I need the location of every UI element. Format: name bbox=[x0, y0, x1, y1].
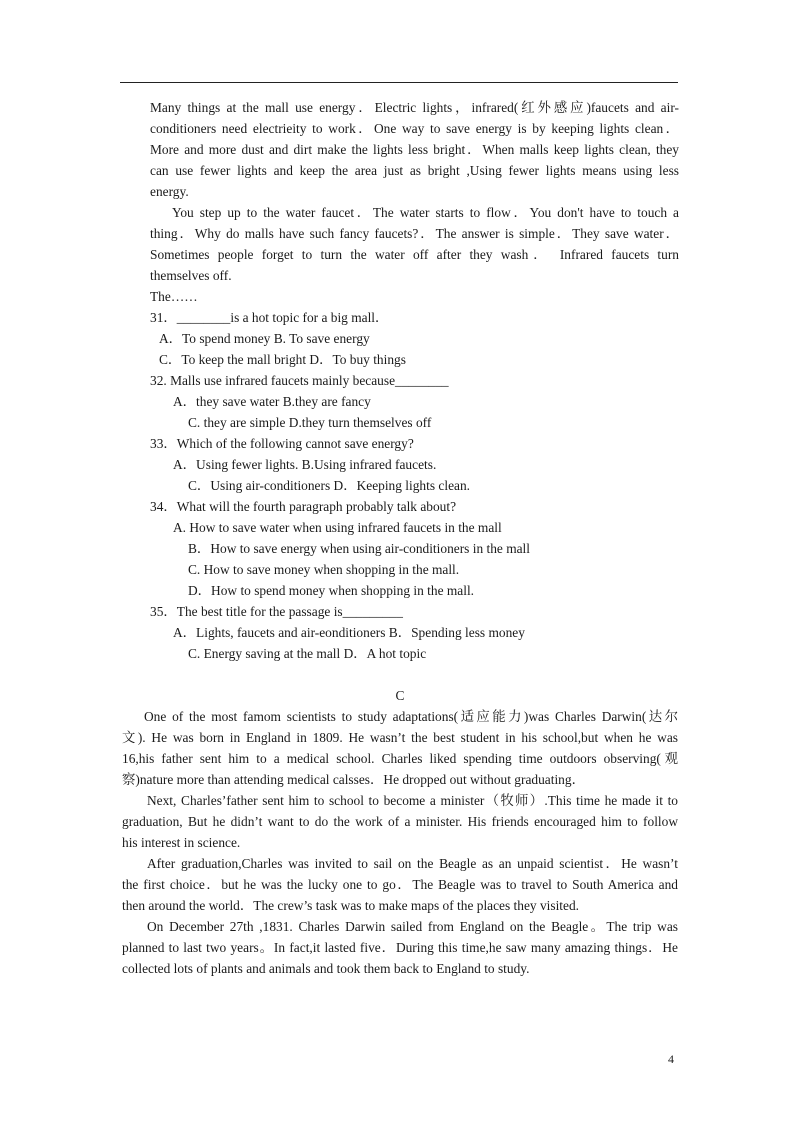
passage-b-line: thing．Why do malls have such fancy faucets?．The answer is simple．They save water． bbox=[150, 226, 679, 241]
passage-c-line: 16,his father sent him to a medical school. Charles liked spending time outdoors observing(观 bbox=[122, 751, 678, 766]
question-option: B．How to save energy when using air-conditioners in the mall bbox=[188, 541, 530, 556]
header-rule bbox=[120, 82, 678, 83]
question-stem: 33．Which of the following cannot save energy? bbox=[150, 436, 414, 451]
question-option: A．To spend money B. To save energy bbox=[159, 331, 370, 346]
section-heading: C bbox=[395, 688, 405, 703]
page-number: 4 bbox=[668, 1052, 674, 1066]
passage-c-line: then around the world．The crew’s task was to make maps of the places they visited. bbox=[122, 898, 580, 913]
passage-b-line: Many things at the mall use energy．Electric lights，infrared(红外感应)faucets and air- bbox=[150, 100, 679, 115]
question-option: C．Using air-conditioners D．Keeping lights clean. bbox=[188, 478, 470, 493]
passage-c-line: One of the most famom scientists to study adaptations(适应能力)was Charles Darwin(达尔 bbox=[144, 709, 678, 724]
passage-b-line: More and more dust and dirt make the lights less bright．When malls keep lights clean, they bbox=[150, 142, 679, 157]
question-option: D．How to spend money when shopping in the mall. bbox=[188, 583, 475, 598]
passage-c-line: his interest in science. bbox=[122, 835, 241, 850]
passage-c-line: planned to last two years。In fact,it lasted five．During this time,he saw many amazing things．He bbox=[122, 940, 678, 955]
question-stem: 31．________is a hot topic for a big mall． bbox=[150, 310, 389, 325]
question-option: A．Using fewer lights. B.Using infrared faucets. bbox=[173, 457, 437, 472]
passage-c-line: On December 27th ,1831. Charles Darwin sailed from England on the Beagle。The trip was bbox=[147, 919, 678, 934]
question-stem: 35．The best title for the passage is_________ bbox=[150, 604, 403, 619]
passage-c-line: graduation, But he didn’t want to do the work of a minister. His friends encouraged him to follow bbox=[122, 814, 678, 829]
passage-b-line: energy. bbox=[150, 184, 189, 199]
question-option: A．Lights, faucets and air-eonditioners B．Spending less money bbox=[173, 625, 525, 640]
passage-c-line: Next, Charles’father sent him to school to become a minister（牧师）.This time he made it to bbox=[147, 793, 678, 808]
question-option: A．they save water B.they are fancy bbox=[173, 394, 371, 409]
passage-c-line: 文). He was born in England in 1809. He wasn’t the best student in his school,but when he was bbox=[122, 730, 678, 745]
question-option: C. they are simple D.they turn themselves off bbox=[188, 415, 432, 430]
question-stem: 32. Malls use infrared faucets mainly because________ bbox=[150, 373, 449, 388]
question-option: A. How to save water when using infrared faucets in the mall bbox=[173, 520, 502, 535]
question-option: C. Energy saving at the mall D．A hot topic bbox=[188, 646, 427, 661]
question-stem: 34．What will the fourth paragraph probably talk about? bbox=[150, 499, 457, 514]
question-option: C. How to save money when shopping in the mall. bbox=[188, 562, 460, 577]
passage-b-line: themselves off. bbox=[150, 268, 232, 283]
passage-c-line: collected lots of plants and animals and took them back to England to study. bbox=[122, 961, 530, 976]
passage-b-line: can use fewer lights and keep the area just as bright ,Using fewer lights means using less bbox=[150, 163, 679, 178]
passage-b-line: Sometimes people forget to turn the water off after they wash． Infrared faucets turn bbox=[150, 247, 679, 262]
passage-c-line: the first choice．but he was the lucky one to go．The Beagle was to travel to South America and bbox=[122, 877, 678, 892]
passage-b-line: The…… bbox=[150, 289, 198, 304]
passage-b-line: You step up to the water faucet．The water starts to flow．You don't have to touch a bbox=[172, 205, 679, 220]
passage-c-line: 察)nature more than attending medical calsses．He dropped out without graduating． bbox=[122, 772, 585, 787]
passage-b-line: conditioners need electrieity to work．One way to save energy is by keeping lights clean． bbox=[150, 121, 679, 136]
question-option: C．To keep the mall bright D．To buy things bbox=[159, 352, 406, 367]
passage-c-line: After graduation,Charles was invited to sail on the Beagle as an unpaid scientist．He wasn’t bbox=[147, 856, 678, 871]
